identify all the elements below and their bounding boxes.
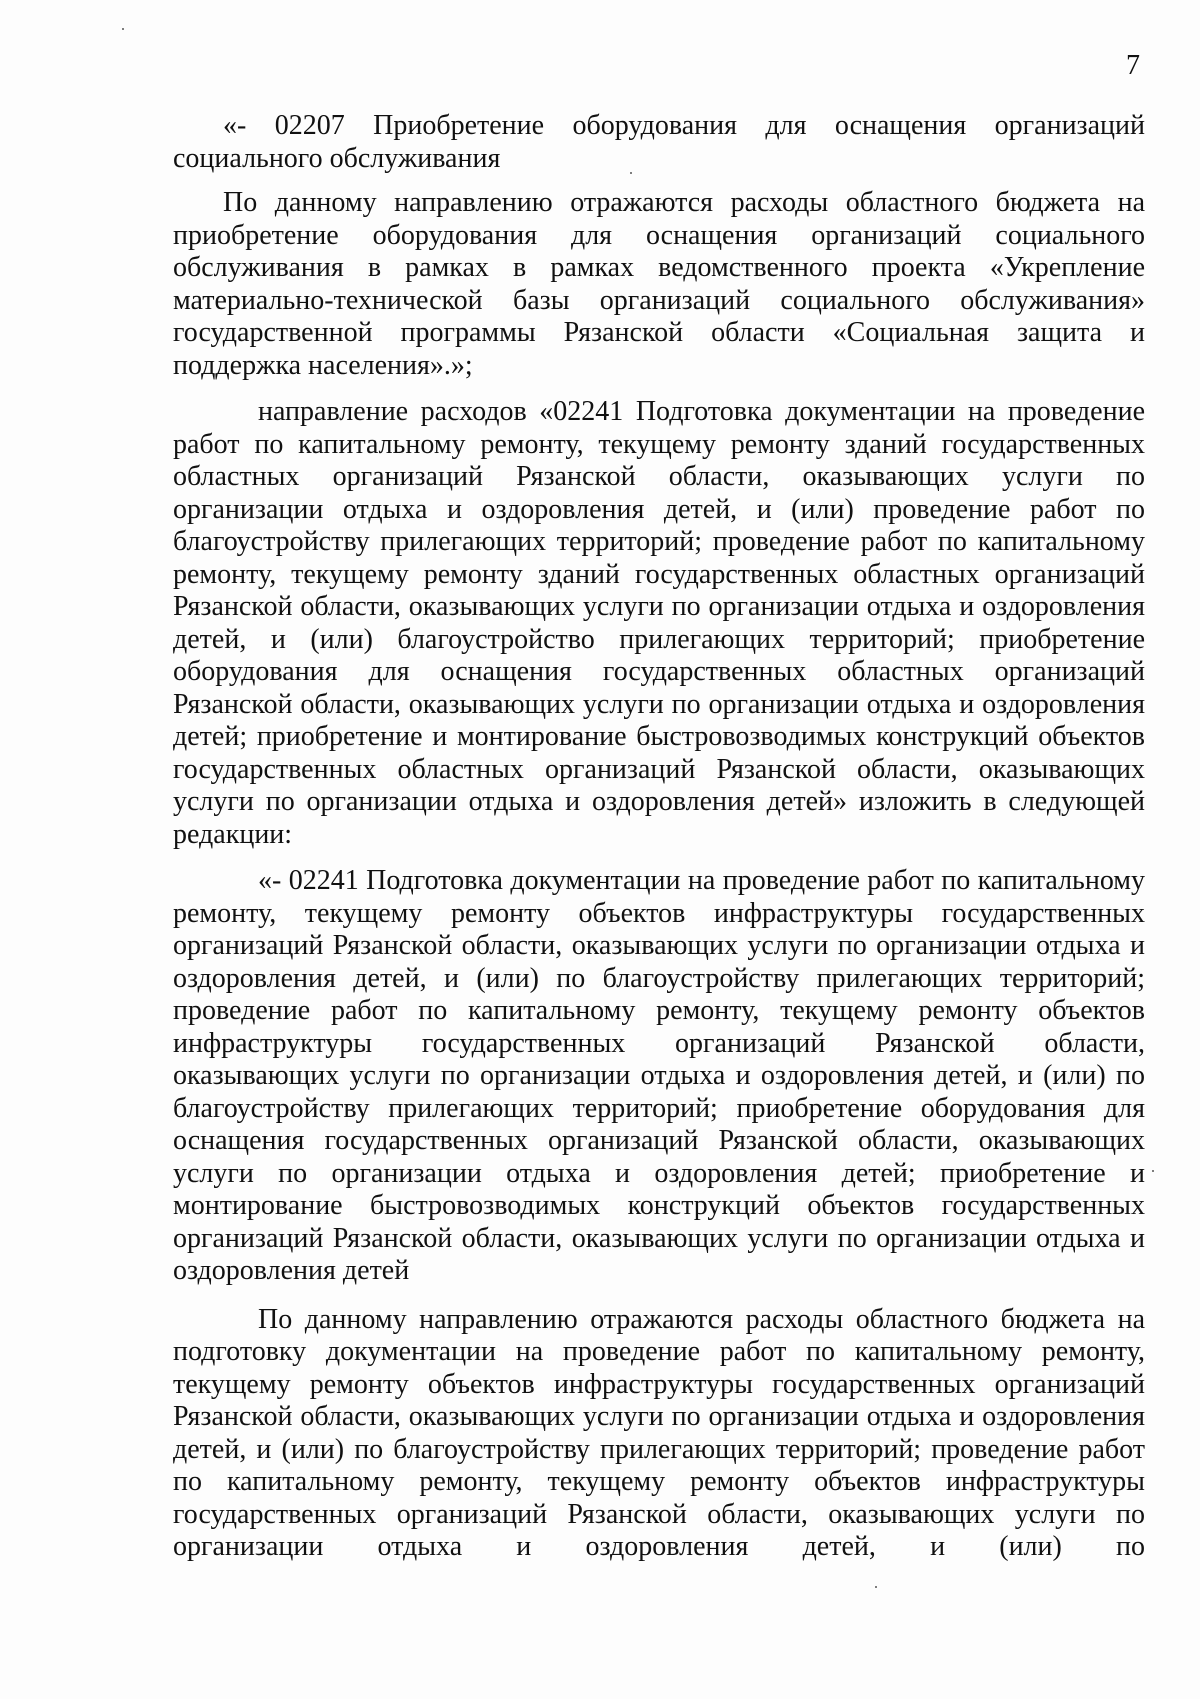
paragraph-02241-new-wording: «- 02241 Подготовка документации на проведение работ по капитальному ремонту, текущему ремонту объектов инфраструктуры государственных организаций Рязанской области, оказывающих услуги по организации отдыха и оздоровления детей, и (или) по благоустройству прилегающих территорий; проведение работ по капитальному ремонту, текущему ремонту объектов инфраструктуры государственных организаций Рязанской области, оказывающих услуги по организации отдыха и оздоровления детей, и (или) по благоустройству прилегающих территорий; приобретение оборудования для оснащения государственных организаций Рязанской области, оказывающих услуги по организации отдыха и оздоровления детей; приобретение и монтирование быстровозводимых конструкций объектов государственных организаций Рязанской области, оказывающих услуги по организации отдыха и оздоровления детей: [173, 865, 1145, 1286]
paragraph-02207-description: По данному направлению отражаются расходы областного бюджета на приобретение оборудования для оснащения организаций социального обслуживания в рамках в рамках ведомственного проекта «Укрепление материально-технической базы организаций социального обслуживания» государственной программы Рязанской области «Социальная защита и поддержка населения».»;: [173, 187, 1145, 381]
scan-speck: [1152, 1170, 1154, 1172]
scan-speck: [630, 172, 632, 174]
paragraph-02241-description: По данному направлению отражаются расходы областного бюджета на подготовку документации на проведение работ по капитальному ремонту, текущему ремонту объектов инфраструктуры государственных организаций Рязанской области, оказывающих услуги по организации отдыха и оздоровления детей, и (или) по благоустройству прилегающих территорий; проведение работ по капитальному ремонту, текущему ремонту объектов инфраструктуры государственных организаций Рязанской области, оказывающих услуги по организации отдыха и оздоровления детей, и (или) по: [173, 1303, 1145, 1562]
scan-speck: [875, 1586, 877, 1588]
paragraph-02241-old-wording: направление расходов «02241 Подготовка документации на проведение работ по капитальному ремонту, текущему ремонту зданий государственных областных организаций Рязанской области, оказывающих услуги по организации отдыха и оздоровления детей, и (или) проведение работ по благоустройству прилегающих территорий; проведение работ по капитальному ремонту, текущему ремонту зданий государственных областных организаций Рязанской области, оказывающих услуги по организации отдыха и оздоровления детей, и (или) благоустройство прилегающих территорий; приобретение оборудования для оснащения государственных областных организаций Рязанской области, оказывающих услуги по организации отдыха и оздоровления детей; приобретение и монтирование быстровозводимых конструкций объектов государственных областных организаций Рязанской области, оказывающих услуги по организации отдыха и оздоровления детей» изложить в следующей редакции:: [173, 396, 1145, 850]
page-number: 7: [1126, 50, 1140, 81]
document-body: [173, 110, 1145, 1564]
paragraph-heading-02207: «- 02207 Приобретение оборудования для оснащения организаций социального обслуживания: [173, 110, 1145, 174]
scan-speck: [122, 28, 124, 30]
